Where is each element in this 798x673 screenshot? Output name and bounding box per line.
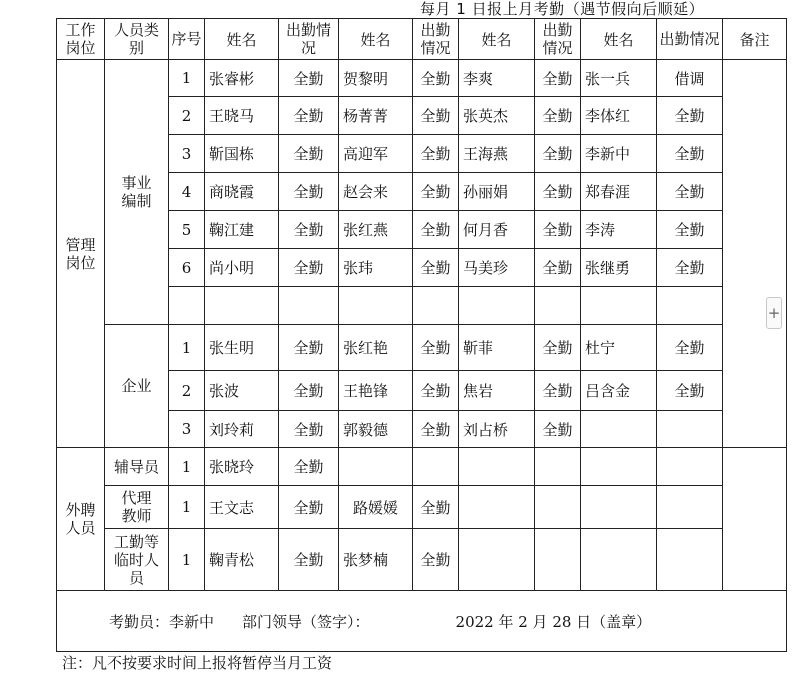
leader-signature: 部门领导（签字）：: [242, 612, 370, 631]
status-cell: 全勤: [413, 325, 459, 371]
status-cell: 全勤: [413, 211, 459, 249]
name-cell: 孙丽娟: [459, 173, 535, 211]
name-cell: 杜宁: [581, 325, 657, 371]
name-cell: 尚小明: [205, 249, 279, 287]
type-daili: 代理教师: [105, 486, 169, 529]
name-cell: 刘玲莉: [205, 411, 279, 448]
header-status: 出勤情况: [413, 19, 459, 60]
attendance-clerk: 考勤员：李新中: [109, 612, 215, 631]
table-row: [57, 60, 787, 97]
status-cell: 全勤: [279, 448, 339, 486]
header-seq: 序号: [169, 19, 205, 60]
name-cell: 李涛: [581, 211, 657, 249]
name-cell: 郑春涯: [581, 173, 657, 211]
status-cell: 全勤: [657, 371, 723, 411]
name-cell: 张一兵: [581, 60, 657, 97]
header-name: 姓名: [205, 19, 279, 60]
name-cell: 李体红: [581, 97, 657, 135]
status-cell: 全勤: [535, 97, 581, 135]
status-cell: 全勤: [279, 249, 339, 287]
name-cell: 王艳锋: [339, 371, 413, 411]
table-row: [57, 529, 787, 591]
status-cell: 全勤: [413, 486, 459, 529]
header-status: 出勤情况: [535, 19, 581, 60]
name-cell: 郭毅德: [339, 411, 413, 448]
status-cell: 全勤: [413, 529, 459, 591]
name-cell: 吕含金: [581, 371, 657, 411]
name-cell: 刘占桥: [459, 411, 535, 448]
header-remark: 备注: [723, 19, 787, 60]
header-status: 出勤情况: [279, 19, 339, 60]
name-cell: 马美珍: [459, 249, 535, 287]
status-cell: 借调: [657, 60, 723, 97]
name-cell: 商晓霞: [205, 173, 279, 211]
status-cell: 全勤: [413, 371, 459, 411]
group-management: 管理岗位: [57, 60, 105, 448]
name-cell: 赵会来: [339, 173, 413, 211]
seq-cell: 3: [169, 135, 205, 173]
status-cell: 全勤: [279, 371, 339, 411]
status-cell: 全勤: [413, 60, 459, 97]
add-button[interactable]: [766, 297, 782, 329]
name-cell: 路媛媛: [339, 486, 413, 529]
sign-date: 2022 年 2 月 28 日（盖章）: [455, 612, 652, 631]
table-row: [57, 486, 787, 529]
status-cell: 全勤: [279, 135, 339, 173]
status-cell: 全勤: [413, 249, 459, 287]
name-cell: 张继勇: [581, 249, 657, 287]
remark-cell: [723, 448, 787, 591]
name-cell: 王晓马: [205, 97, 279, 135]
report-deadline-note: 每月 1 日报上月考勤（遇节假向后顺延）: [420, 0, 705, 18]
status-cell: 全勤: [535, 371, 581, 411]
name-cell: 焦岩: [459, 371, 535, 411]
seq-cell: 1: [169, 60, 205, 97]
seq-cell: 6: [169, 249, 205, 287]
seq-cell: 1: [169, 325, 205, 371]
header-name: 姓名: [339, 19, 413, 60]
header-status: 出勤情况: [657, 19, 723, 60]
seq-cell: 4: [169, 173, 205, 211]
status-cell: 全勤: [657, 325, 723, 371]
header-post: 工作岗位: [57, 19, 105, 60]
status-cell: 全勤: [279, 97, 339, 135]
table-row: [57, 448, 787, 486]
name-cell: 高迎军: [339, 135, 413, 173]
footer-row: [57, 591, 787, 652]
status-cell: 全勤: [535, 173, 581, 211]
group-qiye: 企业: [105, 325, 169, 448]
status-cell: 全勤: [413, 135, 459, 173]
type-gongqin: 工勤等临时人员: [105, 529, 169, 591]
name-cell: 靳菲: [459, 325, 535, 371]
remark-cell: [723, 60, 787, 448]
name-cell: 贺黎明: [339, 60, 413, 97]
name-cell: 张玮: [339, 249, 413, 287]
name-cell: 鞠江建: [205, 211, 279, 249]
status-cell: 全勤: [279, 486, 339, 529]
group-shiye: 事业编制: [105, 60, 169, 325]
seq-cell: 2: [169, 97, 205, 135]
status-cell: 全勤: [535, 325, 581, 371]
status-cell: 全勤: [657, 97, 723, 135]
name-cell: 张晓玲: [205, 448, 279, 486]
footnote: 注：凡不按要求时间上报将暂停当月工资: [62, 654, 333, 672]
status-cell: 全勤: [535, 211, 581, 249]
name-cell: 李爽: [459, 60, 535, 97]
name-cell: 张红燕: [339, 211, 413, 249]
name-cell: 靳国栋: [205, 135, 279, 173]
status-cell: 全勤: [657, 135, 723, 173]
status-cell: 全勤: [657, 173, 723, 211]
status-cell: 全勤: [413, 173, 459, 211]
status-cell: 全勤: [657, 211, 723, 249]
seq-cell: 2: [169, 371, 205, 411]
header-staff-type: 人员类别: [105, 19, 169, 60]
group-external: 外聘人员: [57, 448, 105, 591]
status-cell: 全勤: [535, 60, 581, 97]
name-cell: 张英杰: [459, 97, 535, 135]
seq-cell: 1: [169, 486, 205, 529]
status-cell: 全勤: [279, 529, 339, 591]
status-cell: 全勤: [535, 249, 581, 287]
seq-cell: 1: [169, 529, 205, 591]
name-cell: 张睿彬: [205, 60, 279, 97]
name-cell: 王文志: [205, 486, 279, 529]
header-row: [57, 19, 787, 60]
name-cell: 张红艳: [339, 325, 413, 371]
status-cell: 全勤: [279, 325, 339, 371]
status-cell: 全勤: [279, 173, 339, 211]
name-cell: 鞠青松: [205, 529, 279, 591]
name-cell: 张生明: [205, 325, 279, 371]
attendance-table: [56, 18, 787, 652]
table-row: [57, 325, 787, 371]
status-cell: 全勤: [279, 211, 339, 249]
seq-cell: 5: [169, 211, 205, 249]
header-name: 姓名: [459, 19, 535, 60]
seq-cell: 1: [169, 448, 205, 486]
header-name: 姓名: [581, 19, 657, 60]
name-cell: 杨菁菁: [339, 97, 413, 135]
type-fudaoyuan: 辅导员: [105, 448, 169, 486]
status-cell: 全勤: [279, 60, 339, 97]
status-cell: 全勤: [413, 97, 459, 135]
name-cell: 王海燕: [459, 135, 535, 173]
status-cell: 全勤: [413, 411, 459, 448]
name-cell: 李新中: [581, 135, 657, 173]
status-cell: 全勤: [657, 249, 723, 287]
plus-icon: +: [767, 304, 781, 322]
seq-cell: 3: [169, 411, 205, 448]
status-cell: 全勤: [279, 411, 339, 448]
name-cell: 何月香: [459, 211, 535, 249]
name-cell: 张波: [205, 371, 279, 411]
status-cell: 全勤: [535, 411, 581, 448]
name-cell: 张梦楠: [339, 529, 413, 591]
status-cell: 全勤: [535, 135, 581, 173]
